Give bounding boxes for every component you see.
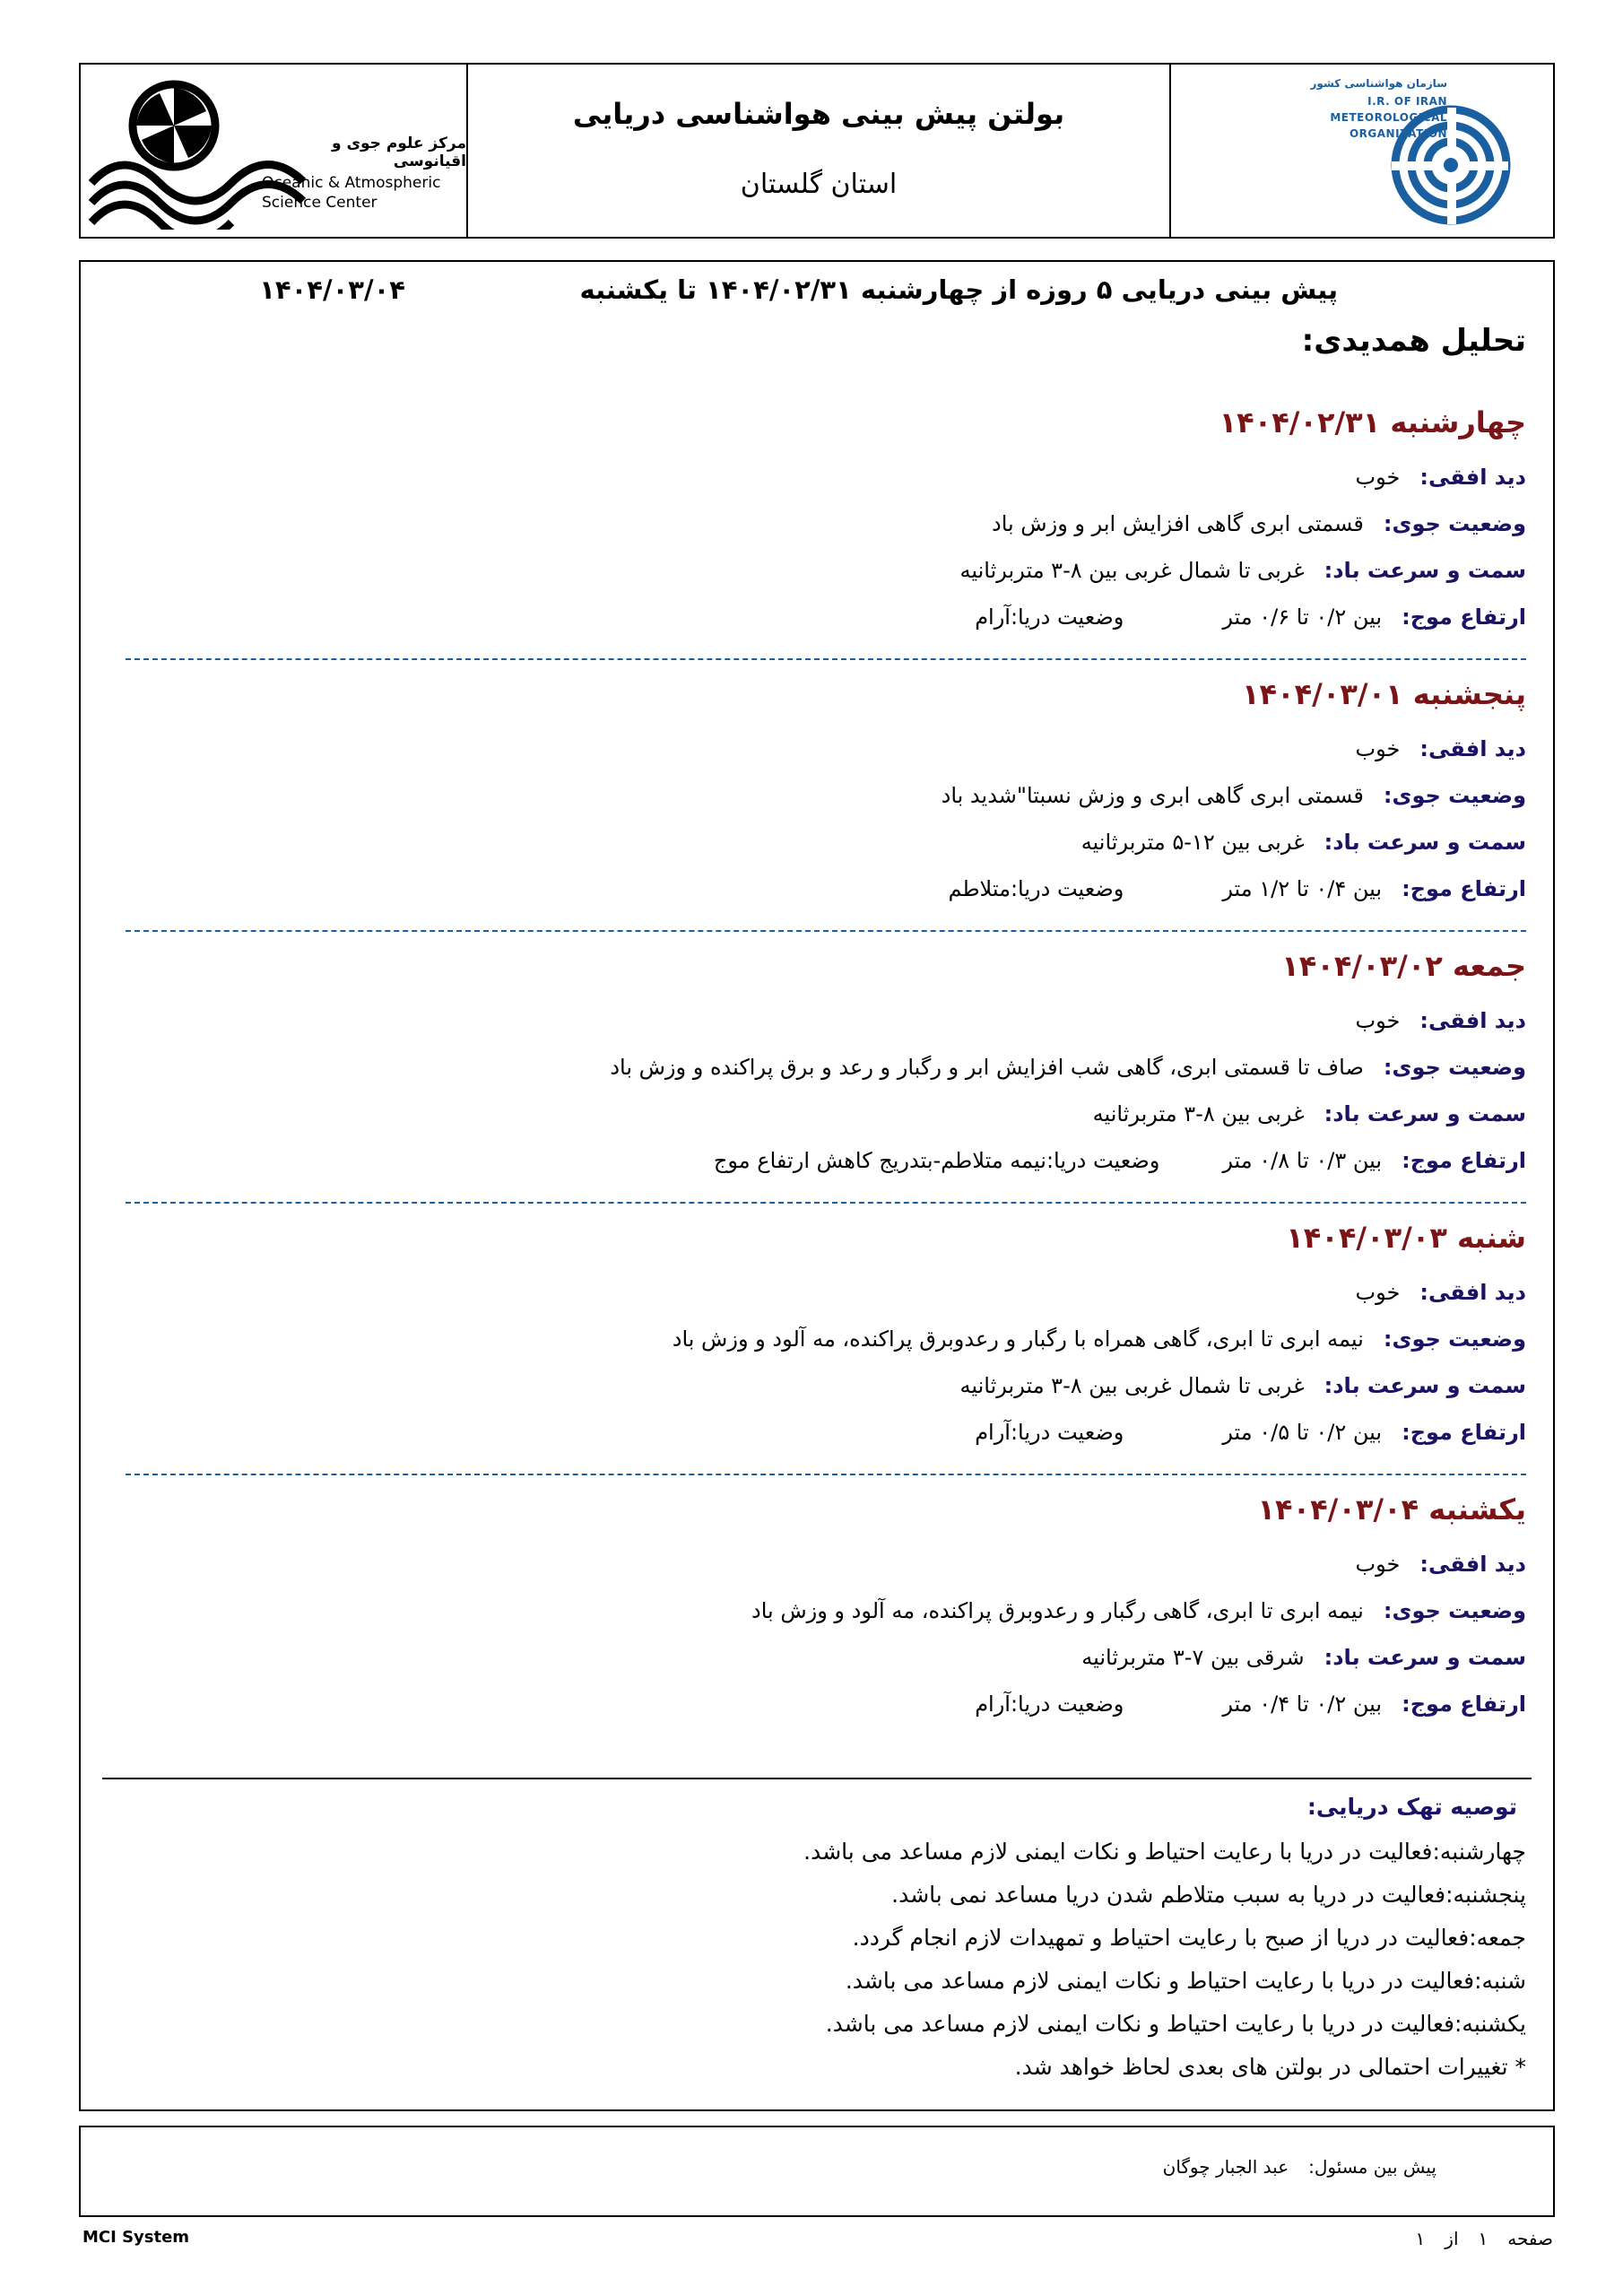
wave-row [975, 604, 1526, 630]
page-current: ۱ [1478, 2228, 1488, 2249]
visibility-label: دید افقی: [1419, 1008, 1526, 1033]
irimo-name-en-1: I.R. OF IRAN [1367, 95, 1447, 108]
wave-row [948, 876, 1526, 901]
day-separator [126, 930, 1526, 932]
sea-state-value: وضعیت دریا:متلاطم [948, 876, 1124, 901]
visibility-value: خوب [1355, 736, 1401, 761]
wind-label: سمت و سرعت باد: [1324, 1645, 1526, 1670]
page-total: ۱ [1415, 2228, 1426, 2249]
page-number [1396, 2228, 1553, 2249]
weather-value: نیمه ابری تا ابری، گاهی رگبار و رعدوبرق پراکنده، مه آلود و وزش باد [751, 1598, 1364, 1623]
wind-label: سمت و سرعت باد: [1324, 1373, 1526, 1398]
visibility-value: خوب [1355, 1008, 1401, 1033]
weather-row [942, 783, 1526, 808]
wind-row [1093, 1101, 1526, 1126]
irimo-name-en-2: METEOROLOGICAL [1330, 111, 1447, 124]
day-title: پنجشنبه ۱۴۰۴/۰۳/۰۱ [1242, 677, 1526, 711]
visibility-label: دید افقی: [1419, 1280, 1526, 1305]
day-title: شنبه ۱۴۰۴/۰۳/۰۳ [1286, 1221, 1526, 1255]
visibility-row [1356, 736, 1526, 761]
system-name: MCI System [82, 2228, 190, 2247]
forecast-body [79, 260, 1555, 2111]
sea-state-value: وضعیت دریا:آرام [975, 1420, 1124, 1445]
wind-row [960, 558, 1527, 583]
visibility-value: خوب [1355, 465, 1401, 490]
weather-value: صاف تا قسمتی ابری، گاهی شب افزایش ابر و رگبار و رعد و برق پراکنده و وزش باد [610, 1055, 1364, 1080]
day-title: چهارشنبه ۱۴۰۴/۰۲/۳۱ [1219, 405, 1526, 439]
wave-value: بین ۰/۳ تا ۰/۸ متر [1222, 1148, 1383, 1173]
sea-state-value: وضعیت دریا:نیمه متلاطم-بتدریج کاهش ارتفاع موج [713, 1148, 1160, 1173]
irimo-name-fa: سازمان هواشناسی کشور [1310, 77, 1447, 90]
advice-heading: توصیه تهک دریایی: [1306, 1794, 1517, 1820]
wave-label: ارتفاع موج: [1402, 604, 1526, 630]
forecaster-name: عبد الجبار چوگان [1162, 2156, 1289, 2178]
bulletin-header [79, 63, 1555, 239]
advice-line: شنبه:فعالیت در دریا با رعایت احتیاط و نکات ایمنی لازم مساعد می باشد. [845, 1968, 1526, 1994]
advice-line: یکشنبه:فعالیت در دریا با رعایت احتیاط و نکات ایمنی لازم مساعد می باشد. [825, 2011, 1526, 2037]
day-title: یکشنبه ۱۴۰۴/۰۳/۰۴ [1257, 1492, 1526, 1526]
day-separator [126, 658, 1526, 660]
visibility-label: دید افقی: [1419, 736, 1526, 761]
irimo-logo-cell [1171, 65, 1553, 237]
weather-label: وضعیت جوی: [1383, 783, 1526, 808]
weather-row [992, 511, 1526, 536]
wind-value: غربی بین ۸-۳ متربرثانیه [1092, 1101, 1305, 1126]
wave-label: ارتفاع موج: [1402, 1148, 1526, 1173]
weather-row [751, 1598, 1526, 1623]
page-of-word: از [1445, 2228, 1459, 2249]
wind-value: شرقی بین ۷-۳ متربرثانیه [1081, 1645, 1305, 1670]
visibility-label: دید افقی: [1419, 465, 1526, 490]
oasc-name-en-2: Science Center [262, 194, 378, 212]
synoptic-heading: تحلیل همدیدی: [1301, 323, 1526, 359]
day-separator [126, 1202, 1526, 1204]
day-separator [126, 1474, 1526, 1475]
weather-row [673, 1326, 1526, 1352]
wind-row [1081, 830, 1526, 855]
visibility-row [1356, 1280, 1526, 1305]
wind-row [1081, 1645, 1526, 1670]
wave-value: بین ۰/۴ تا ۱/۲ متر [1222, 876, 1383, 901]
oasc-name-en-1: Oceanic & Atmospheric [262, 174, 441, 192]
wave-row [975, 1692, 1526, 1717]
advice-divider [102, 1778, 1532, 1779]
wind-label: سمت و سرعت باد: [1324, 1101, 1526, 1126]
advice-line: چهارشنبه:فعالیت در دریا با رعایت احتیاط و نکات ایمنی لازم مساعد می باشد. [803, 1839, 1526, 1865]
weather-label: وضعیت جوی: [1383, 1598, 1526, 1623]
wind-value: غربی تا شمال غربی بین ۸-۳ متربرثانیه [959, 558, 1305, 583]
wave-row [714, 1148, 1526, 1173]
forecast-title: پیش بینی دریایی ۵ روزه از چهارشنبه ۱۴۰۴/۰۲/۳۱ تا یکشنبه [579, 274, 1338, 305]
province-name: استان گلستان [740, 168, 898, 200]
wave-label: ارتفاع موج: [1402, 1692, 1526, 1717]
oasc-name-fa: مرکز علوم جوی و اقیانوسی [331, 135, 466, 170]
page-word: صفحه [1507, 2228, 1553, 2249]
wind-label: سمت و سرعت باد: [1324, 558, 1526, 583]
advice-line: پنجشنبه:فعالیت در دریا به سبب متلاطم شدن دریا مساعد نمی باشد. [891, 1882, 1526, 1908]
weather-value: قسمتی ابری گاهی افزایش ابر و وزش باد [992, 511, 1364, 536]
weather-value: قسمتی ابری گاهی ابری و وزش نسبتا"شدید باد [941, 783, 1364, 808]
wave-row [975, 1420, 1526, 1445]
weather-label: وضعیت جوی: [1383, 1326, 1526, 1352]
forecaster-box [79, 2126, 1555, 2217]
wind-label: سمت و سرعت باد: [1324, 830, 1526, 855]
day-title: جمعه ۱۴۰۴/۰۳/۰۲ [1281, 949, 1526, 983]
visibility-value: خوب [1355, 1280, 1401, 1305]
weather-label: وضعیت جوی: [1383, 511, 1526, 536]
visibility-label: دید افقی: [1419, 1552, 1526, 1577]
advice-line: جمعه:فعالیت در دریا از صبح با رعایت احتیاط و تمهیدات لازم انجام گردد. [852, 1925, 1526, 1951]
forecaster-label: پیش بین مسئول: [1308, 2156, 1436, 2178]
weather-row [610, 1055, 1526, 1080]
wind-value: غربی بین ۱۲-۵ متربرثانیه [1081, 830, 1305, 855]
wind-row [960, 1373, 1527, 1398]
wave-label: ارتفاع موج: [1402, 1420, 1526, 1445]
header-title-cell [468, 65, 1171, 237]
visibility-row [1356, 1008, 1526, 1033]
visibility-row [1356, 465, 1526, 490]
advice-note: * تغییرات احتمالی در بولتن های بعدی لحاظ خواهد شد. [1014, 2054, 1526, 2080]
wind-value: غربی تا شمال غربی بین ۸-۳ متربرثانیه [959, 1373, 1305, 1398]
wave-label: ارتفاع موج: [1402, 876, 1526, 901]
visibility-value: خوب [1355, 1552, 1401, 1577]
wave-value: بین ۰/۲ تا ۰/۴ متر [1222, 1692, 1383, 1717]
oasc-logo-cell [81, 65, 468, 237]
bulletin-title: بولتن پیش بینی هواشناسی دریایی [572, 96, 1065, 131]
weather-value: نیمه ابری تا ابری، گاهی همراه با رگبار و رعدوبرق پراکنده، مه آلود و وزش باد [672, 1326, 1364, 1352]
forecast-title-end-date: ۱۴۰۴/۰۳/۰۴ [259, 274, 405, 305]
sea-state-value: وضعیت دریا:آرام [975, 604, 1124, 630]
sea-state-value: وضعیت دریا:آرام [975, 1692, 1124, 1717]
irimo-name-en-3: ORGANIZATION [1349, 127, 1447, 140]
visibility-row [1356, 1552, 1526, 1577]
wave-value: بین ۰/۲ تا ۰/۵ متر [1222, 1420, 1383, 1445]
forecaster-line [1163, 2156, 1436, 2178]
wave-value: بین ۰/۲ تا ۰/۶ متر [1222, 604, 1383, 630]
weather-label: وضعیت جوی: [1383, 1055, 1526, 1080]
